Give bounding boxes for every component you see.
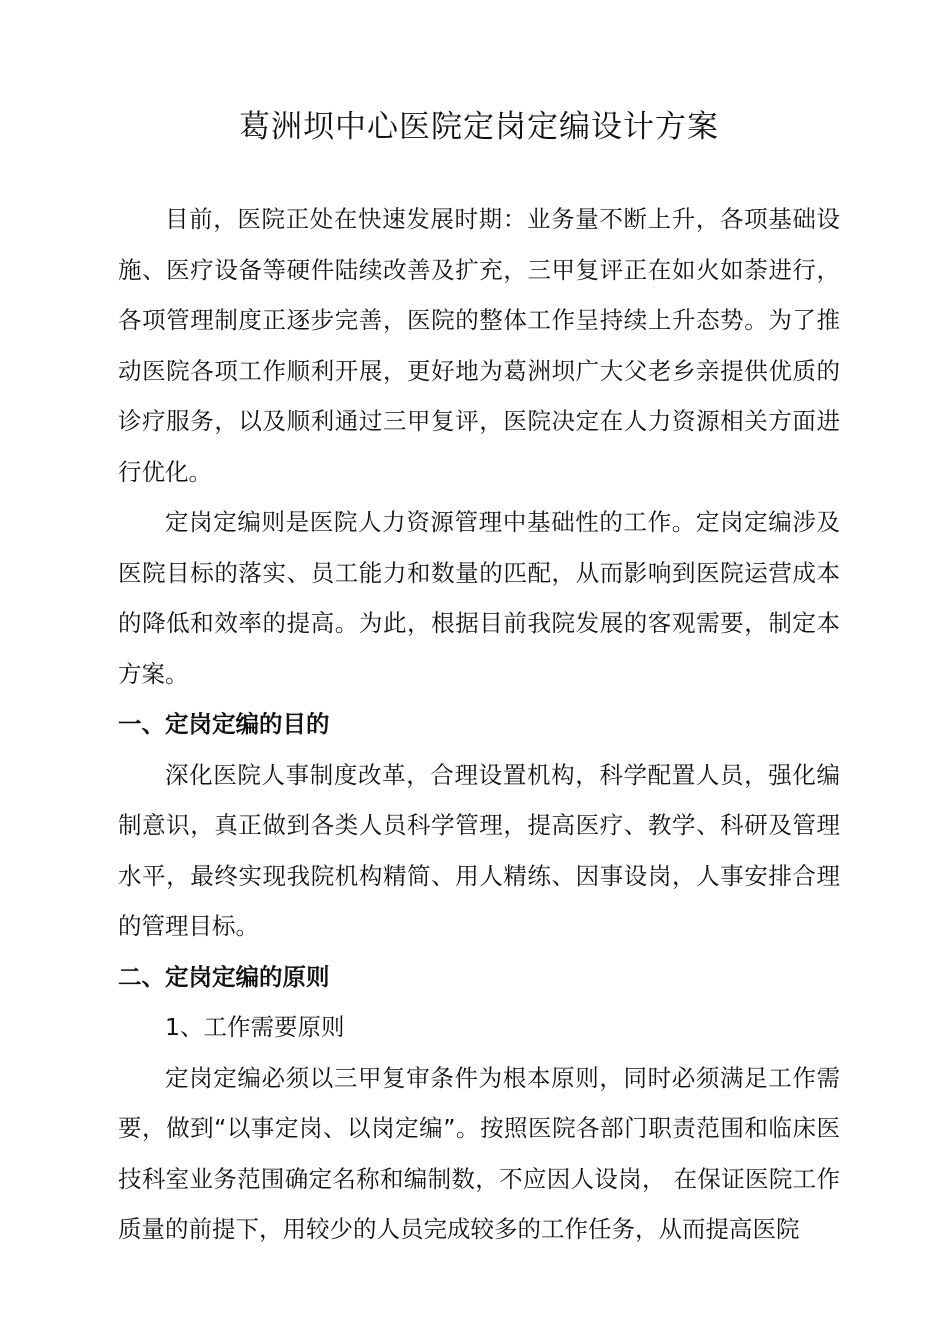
intro-paragraph-2: 定岗定编则是医院人力资源管理中基础性的工作。定岗定编涉及医院目标的落实、员工能力和数量的匹配，从而影响到医院运营成本的降低和效率的提高。为此，根据目前我院发展的客观需要，制定本方案。: [118, 508, 840, 688]
section-1-heading: 一、定岗定编的目的: [118, 710, 330, 738]
document-title: 葛洲坝中心医院定岗定编设计方案: [239, 109, 719, 145]
section-2-subheading-1: 1、工作需要原则: [165, 1013, 345, 1041]
section-2-heading: 二、定岗定编的原则: [118, 962, 330, 991]
section-2-paragraph-1: 定岗定编必须以三甲复审条件为根本原则，同时必须满足工作需要，做到“以事定岗、以岗定编”。按照医院各部门职责范围和临床医技科室业务范围确定名称和编制数，不应因人设岗， 在保证医院工作质量的前提下，用较少的人员完成较多的工作任务，从而提高医院: [118, 1063, 840, 1243]
intro-paragraph-1: 目前，医院正处在快速发展时期：业务量不断上升，各项基础设施、医疗设备等硬件陆续改善及扩充，三甲复评正在如火如荼进行，各项管理制度正逐步完善，医院的整体工作呈持续上升态势。为了推动医院各项工作顺利开展，更好地为葛洲坝广大父老乡亲提供优质的诊疗服务，以及顺利通过三甲复评，医院决定在人力资源相关方面进行优化。: [118, 205, 840, 486]
section-1-paragraph: 深化医院人事制度改革，合理设置机构，科学配置人员，强化编制意识，真正做到各类人员科学管理，提高医疗、教学、科研及管理水平，最终实现我院机构精简、用人精练、因事设岗，人事安排合理的管理目标。: [118, 760, 840, 940]
document-page: [118, 98, 840, 1255]
